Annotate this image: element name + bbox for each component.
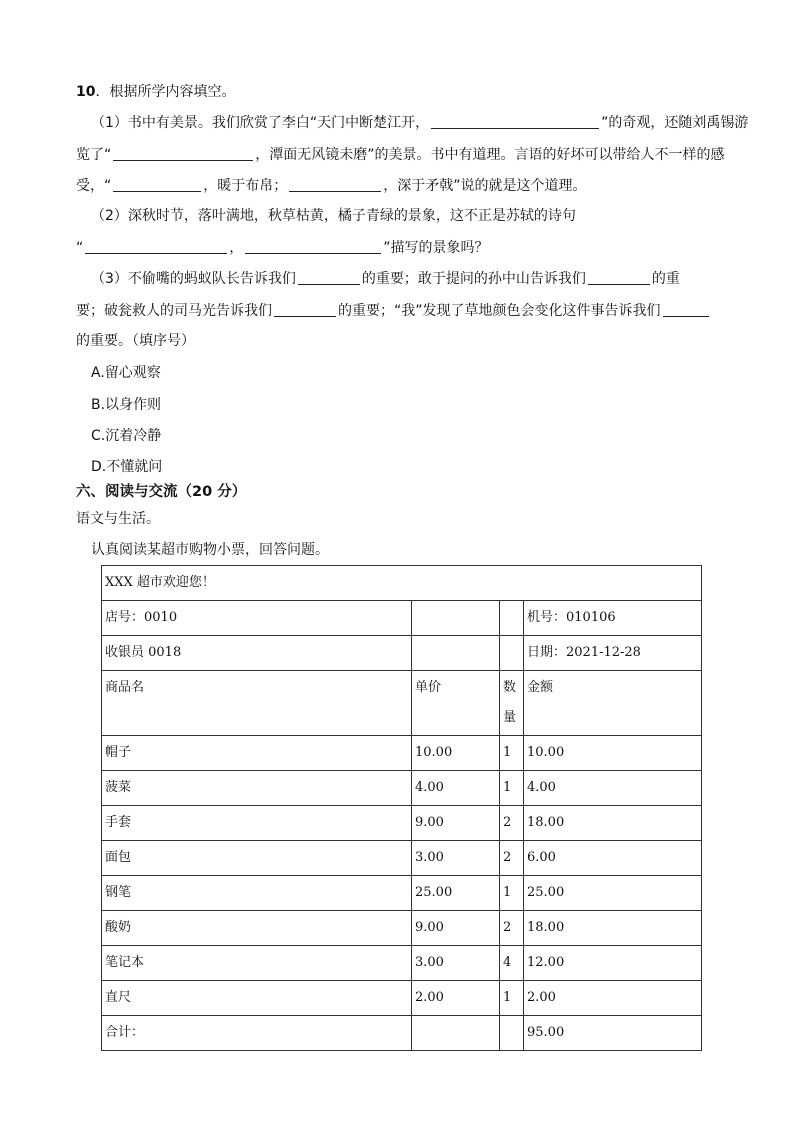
receipt-machine-number: 机号：010106 bbox=[524, 601, 702, 636]
item-amount: 2.00 bbox=[524, 981, 702, 1016]
q10-p3-text-e: 的重要；“我”发现了草地颜色会变化这件事告诉我们 bbox=[338, 303, 661, 319]
item-price: 9.00 bbox=[412, 911, 500, 946]
item-amount: 18.00 bbox=[524, 806, 702, 841]
q10-p1-text-g: ，深于矛戟”说的就是这个道理。 bbox=[383, 178, 587, 194]
q10-p3-text-d: 要；破瓮救人的司马光告诉我们 bbox=[76, 303, 272, 319]
q10-part1-line2 bbox=[76, 145, 725, 165]
q10-part3-line3 bbox=[76, 331, 195, 351]
item-price: 3.00 bbox=[412, 946, 500, 981]
q10-p1-text-f: ，暖于布帛； bbox=[203, 178, 288, 194]
receipt-total-row bbox=[102, 1016, 702, 1051]
empty-cell bbox=[500, 601, 524, 636]
fill-blank-8[interactable] bbox=[588, 269, 650, 285]
item-name: 笔记本 bbox=[102, 946, 412, 981]
item-name: 面包 bbox=[102, 841, 412, 876]
fill-blank-3[interactable] bbox=[113, 176, 201, 192]
q10-p3-text-a: （3）不偷嘴的蚂蚁队长告诉我们 bbox=[91, 271, 296, 287]
q10-p1-text-e: 受，“ bbox=[76, 178, 112, 194]
item-qty: 2 bbox=[500, 806, 524, 841]
option-b: B.以身作则 bbox=[91, 397, 162, 413]
table-row bbox=[102, 841, 702, 876]
item-qty: 1 bbox=[500, 981, 524, 1016]
question-number: 10 bbox=[76, 84, 96, 100]
table-row bbox=[102, 876, 702, 911]
empty-cell bbox=[412, 601, 500, 636]
item-name: 钢笔 bbox=[102, 876, 412, 911]
q10-p2-text-a: （2）深秋时节，落叶满地，秋草枯黄，橘子青绿的景象，这不正是苏轼的诗句 bbox=[91, 208, 576, 224]
header-price: 单价 bbox=[412, 671, 500, 736]
item-qty: 4 bbox=[500, 946, 524, 981]
fill-blank-2[interactable] bbox=[113, 145, 253, 161]
q10-part2-line2 bbox=[76, 238, 489, 258]
question-stem-text: ．根据所学内容填空。 bbox=[95, 84, 236, 100]
item-price: 4.00 bbox=[412, 771, 500, 806]
item-amount: 4.00 bbox=[524, 771, 702, 806]
header-amount: 金额 bbox=[524, 671, 702, 736]
item-name: 酸奶 bbox=[102, 911, 412, 946]
item-amount: 25.00 bbox=[524, 876, 702, 911]
item-amount: 6.00 bbox=[524, 841, 702, 876]
fill-blank-1[interactable] bbox=[431, 113, 599, 129]
q10-part2-line1 bbox=[91, 206, 576, 226]
fill-blank-10[interactable] bbox=[663, 301, 709, 317]
item-name: 直尺 bbox=[102, 981, 412, 1016]
fill-blank-5[interactable] bbox=[85, 238, 227, 254]
table-row bbox=[102, 736, 702, 771]
item-amount: 18.00 bbox=[524, 911, 702, 946]
q10-p1-text-a: （1）书中有美景。我们欣赏了李白“天门中断楚江开， bbox=[91, 115, 430, 131]
q10-p1-text-b: ”的奇观，还随刘禹锡游 bbox=[601, 115, 749, 131]
table-row bbox=[102, 806, 702, 841]
receipt-cashier-row bbox=[102, 636, 702, 671]
header-qty: 数量 bbox=[500, 671, 524, 736]
q10-part1-line3 bbox=[76, 176, 587, 196]
empty-cell bbox=[412, 1016, 500, 1051]
item-amount: 12.00 bbox=[524, 946, 702, 981]
item-price: 25.00 bbox=[412, 876, 500, 911]
empty-cell bbox=[500, 1016, 524, 1051]
section-6-subtitle: 语文与生活。 bbox=[76, 511, 160, 527]
receipt-column-headers bbox=[102, 671, 702, 736]
item-amount: 10.00 bbox=[524, 736, 702, 771]
empty-cell bbox=[412, 636, 500, 671]
receipt-header-row bbox=[102, 566, 702, 601]
fill-blank-4[interactable] bbox=[289, 176, 381, 192]
q10-p3-text-b: 的重要；敢于提问的孙中山告诉我们 bbox=[361, 271, 586, 287]
table-row bbox=[102, 946, 702, 981]
option-d: D.不懂就问 bbox=[91, 459, 163, 475]
receipt-table bbox=[101, 565, 702, 1051]
receipt-welcome: XXX 超市欢迎您！ bbox=[102, 566, 702, 601]
item-price: 10.00 bbox=[412, 736, 500, 771]
question-10-stem bbox=[76, 82, 235, 102]
item-name: 手套 bbox=[102, 806, 412, 841]
item-qty: 2 bbox=[500, 911, 524, 946]
receipt-store-number: 店号：0010 bbox=[102, 601, 412, 636]
section-6-title: 六、阅读与交流（20 分） bbox=[76, 484, 247, 500]
q10-p3-text-f: 的重要。（填序号） bbox=[76, 333, 195, 349]
item-qty: 1 bbox=[500, 771, 524, 806]
q10-p1-text-d: ，潭面无风镜未磨”的美景。书中有道理。言语的好坏可以带给人不一样的感 bbox=[255, 147, 725, 163]
q10-p2-text-c: ， bbox=[229, 240, 244, 256]
total-amount: 95.00 bbox=[524, 1016, 702, 1051]
option-c: C.沉着冷静 bbox=[91, 428, 162, 444]
item-name: 菠菜 bbox=[102, 771, 412, 806]
table-row bbox=[102, 771, 702, 806]
table-row bbox=[102, 911, 702, 946]
option-a: A.留心观察 bbox=[91, 365, 161, 381]
item-price: 3.00 bbox=[412, 841, 500, 876]
item-qty: 1 bbox=[500, 876, 524, 911]
item-qty: 2 bbox=[500, 841, 524, 876]
receipt-date: 日期：2021-12-28 bbox=[524, 636, 702, 671]
q10-p3-text-c: 的重 bbox=[651, 271, 680, 287]
item-price: 9.00 bbox=[412, 806, 500, 841]
fill-blank-7[interactable] bbox=[298, 269, 360, 285]
q10-part3-line1 bbox=[91, 269, 680, 289]
q10-p2-text-b: “ bbox=[76, 240, 84, 256]
fill-blank-9[interactable] bbox=[274, 301, 336, 317]
receipt-cashier: 收银员 0018 bbox=[102, 636, 412, 671]
total-label: 合计： bbox=[102, 1016, 412, 1051]
section-6-instruction: 认真阅读某超市购物小票，回答问题。 bbox=[91, 542, 329, 558]
receipt-store-row bbox=[102, 601, 702, 636]
q10-part1-line1 bbox=[91, 113, 748, 133]
q10-p1-text-c: 览了“ bbox=[76, 147, 112, 163]
item-name: 帽子 bbox=[102, 736, 412, 771]
item-qty: 1 bbox=[500, 736, 524, 771]
q10-p2-text-d: ”描写的景象吗？ bbox=[383, 240, 489, 256]
fill-blank-6[interactable] bbox=[245, 238, 381, 254]
table-row bbox=[102, 981, 702, 1016]
q10-part3-line2 bbox=[76, 301, 711, 321]
empty-cell bbox=[500, 636, 524, 671]
header-name: 商品名 bbox=[102, 671, 412, 736]
item-price: 2.00 bbox=[412, 981, 500, 1016]
